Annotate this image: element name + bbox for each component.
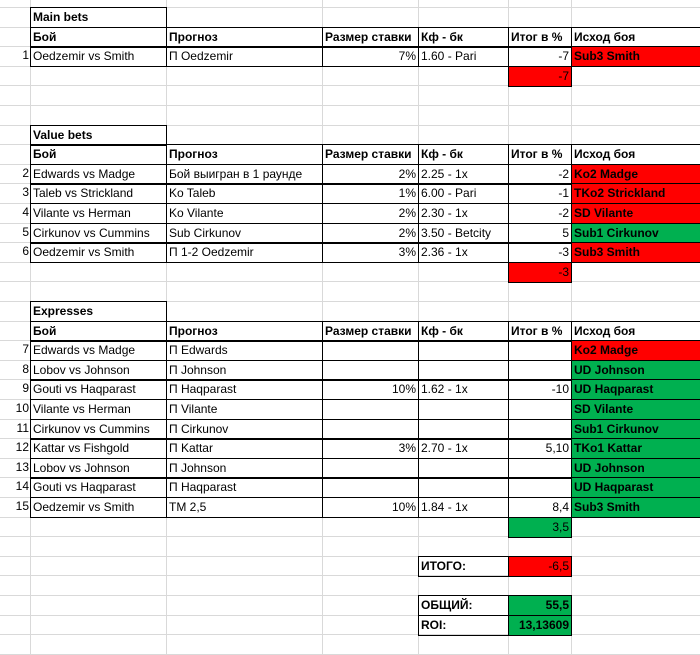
row-number[interactable]: 13 bbox=[15, 460, 29, 474]
fight-cell[interactable]: Taleb vs Strickland bbox=[30, 183, 167, 204]
stake-cell[interactable]: 10% bbox=[322, 497, 419, 518]
fight-cell[interactable]: Oedzemir vs Smith bbox=[30, 242, 167, 263]
itog-cell[interactable]: -10 bbox=[508, 379, 572, 400]
fight-cell[interactable]: Gouti vs Haqparast bbox=[30, 379, 167, 400]
column-header[interactable]: Бой bbox=[30, 144, 167, 165]
roi-value[interactable]: 13,13609 bbox=[508, 615, 572, 636]
outcome-cell[interactable]: Sub1 Cirkunov bbox=[571, 419, 700, 440]
prognoz-cell[interactable]: П 1-2 Oedzemir bbox=[166, 242, 323, 263]
column-header[interactable]: Размер ставки bbox=[322, 27, 419, 48]
prognoz-cell[interactable]: Ko Vilante bbox=[166, 203, 323, 224]
column-header[interactable]: Бой bbox=[30, 27, 167, 48]
outcome-cell[interactable]: Ko2 Madge bbox=[571, 164, 700, 185]
gridline-h bbox=[0, 105, 700, 106]
prognoz-cell[interactable]: П Haqparast bbox=[166, 379, 323, 400]
outcome-cell[interactable]: Sub3 Smith bbox=[571, 242, 700, 263]
stake-cell[interactable]: 3% bbox=[322, 242, 419, 263]
prognoz-cell[interactable]: ТМ 2,5 bbox=[166, 497, 323, 518]
row-number[interactable]: 8 bbox=[22, 362, 29, 376]
prognoz-cell[interactable]: Ko Taleb bbox=[166, 183, 323, 204]
stake-cell[interactable]: 7% bbox=[322, 46, 419, 67]
prognoz-cell[interactable]: Sub Cirkunov bbox=[166, 223, 323, 244]
prognoz-cell[interactable]: П Oedzemir bbox=[166, 46, 323, 67]
fight-cell[interactable]: Oedzemir vs Smith bbox=[30, 497, 167, 518]
itog-cell[interactable] bbox=[508, 419, 572, 440]
kf-cell[interactable]: 1.60 - Pari bbox=[418, 46, 509, 67]
itogo-value[interactable]: -6,5 bbox=[508, 556, 572, 577]
row-number[interactable]: 5 bbox=[22, 225, 29, 239]
outcome-cell[interactable]: UD Haqparast bbox=[571, 379, 700, 400]
column-header[interactable]: Кф - бк bbox=[418, 27, 509, 48]
main-bets-title[interactable]: Main bets bbox=[30, 7, 167, 28]
prognoz-cell[interactable]: П Edwards bbox=[166, 340, 323, 361]
column-header[interactable]: Исход боя bbox=[571, 144, 700, 165]
outcome-cell[interactable]: SD Vilante bbox=[571, 203, 700, 224]
itog-cell[interactable] bbox=[508, 477, 572, 498]
itog-cell[interactable]: -3 bbox=[508, 242, 572, 263]
column-header[interactable]: Размер ставки bbox=[322, 321, 419, 342]
kf-cell[interactable]: 2.30 - 1x bbox=[418, 203, 509, 224]
column-header[interactable]: Исход боя bbox=[571, 27, 700, 48]
kf-cell[interactable]: 2.25 - 1x bbox=[418, 164, 509, 185]
stake-cell[interactable]: 1% bbox=[322, 183, 419, 204]
column-header[interactable]: Итог в % bbox=[508, 27, 572, 48]
kf-cell[interactable]: 3.50 - Betcity bbox=[418, 223, 509, 244]
outcome-cell[interactable]: SD Vilante bbox=[571, 399, 700, 420]
kf-cell[interactable]: 2.36 - 1x bbox=[418, 242, 509, 263]
fight-cell[interactable]: Lobov vs Johnson bbox=[30, 458, 167, 479]
column-header[interactable]: Прогноз bbox=[166, 144, 323, 165]
itog-cell[interactable]: 5,10 bbox=[508, 438, 572, 459]
prognoz-cell[interactable]: Бой выигран в 1 раунде bbox=[166, 164, 323, 185]
obshiy-value[interactable]: 55,5 bbox=[508, 595, 572, 616]
gridline-h bbox=[0, 634, 700, 635]
prognoz-cell[interactable]: П Cirkunov bbox=[166, 419, 323, 440]
gridline-h bbox=[0, 85, 700, 86]
row-number[interactable]: 10 bbox=[15, 401, 29, 415]
stake-cell[interactable]: 2% bbox=[322, 223, 419, 244]
column-header[interactable]: Исход боя bbox=[571, 321, 700, 342]
kf-cell[interactable]: 6.00 - Pari bbox=[418, 183, 509, 204]
itog-cell[interactable]: -7 bbox=[508, 46, 572, 67]
fight-cell[interactable]: Cirkunov vs Cummins bbox=[30, 223, 167, 244]
outcome-cell[interactable]: Sub3 Smith bbox=[571, 497, 700, 518]
itog-cell[interactable]: 5 bbox=[508, 223, 572, 244]
itog-cell[interactable]: -1 bbox=[508, 183, 572, 204]
row-number[interactable]: 1 bbox=[22, 48, 29, 62]
value-bets-title[interactable]: Value bets bbox=[30, 125, 167, 146]
outcome-cell[interactable]: UD Johnson bbox=[571, 458, 700, 479]
kf-cell[interactable] bbox=[418, 340, 509, 361]
fight-cell[interactable]: Vilante vs Herman bbox=[30, 203, 167, 224]
stake-cell[interactable] bbox=[322, 399, 419, 420]
outcome-cell[interactable]: UD Haqparast bbox=[571, 477, 700, 498]
row-number[interactable]: 7 bbox=[22, 342, 29, 356]
row-number[interactable]: 4 bbox=[22, 205, 29, 219]
column-header[interactable]: Прогноз bbox=[166, 321, 323, 342]
gridline-h bbox=[0, 281, 700, 282]
gridline-h bbox=[0, 615, 700, 616]
gridline-h bbox=[0, 575, 700, 576]
fight-cell[interactable]: Oedzemir vs Smith bbox=[30, 46, 167, 67]
kf-cell[interactable] bbox=[418, 399, 509, 420]
stake-cell[interactable]: 2% bbox=[322, 203, 419, 224]
row-number[interactable]: 2 bbox=[22, 166, 29, 180]
kf-cell[interactable] bbox=[418, 360, 509, 381]
prognoz-cell[interactable]: П Haqparast bbox=[166, 477, 323, 498]
fight-cell[interactable]: Lobov vs Johnson bbox=[30, 360, 167, 381]
gridline-h bbox=[0, 595, 700, 596]
stake-cell[interactable] bbox=[322, 360, 419, 381]
section-total[interactable]: -7 bbox=[508, 66, 572, 87]
fight-cell[interactable]: Edwards vs Madge bbox=[30, 164, 167, 185]
column-header[interactable]: Кф - бк bbox=[418, 321, 509, 342]
section-total[interactable]: -3 bbox=[508, 262, 572, 283]
obshiy-label[interactable]: ОБЩИЙ: bbox=[418, 595, 509, 616]
stake-cell[interactable]: 2% bbox=[322, 164, 419, 185]
kf-cell[interactable]: 2.70 - 1x bbox=[418, 438, 509, 459]
fight-cell[interactable]: Vilante vs Herman bbox=[30, 399, 167, 420]
prognoz-cell[interactable]: П Kattar bbox=[166, 438, 323, 459]
column-header[interactable]: Кф - бк bbox=[418, 144, 509, 165]
column-header[interactable]: Итог в % bbox=[508, 321, 572, 342]
column-header[interactable]: Итог в % bbox=[508, 144, 572, 165]
stake-cell[interactable]: 10% bbox=[322, 379, 419, 400]
itog-cell[interactable] bbox=[508, 458, 572, 479]
row-number[interactable]: 3 bbox=[22, 185, 29, 199]
fight-cell[interactable]: Gouti vs Haqparast bbox=[30, 477, 167, 498]
outcome-cell[interactable]: Ko2 Madge bbox=[571, 340, 700, 361]
outcome-cell[interactable]: UD Johnson bbox=[571, 360, 700, 381]
fight-cell[interactable]: Cirkunov vs Cummins bbox=[30, 419, 167, 440]
fight-cell[interactable]: Edwards vs Madge bbox=[30, 340, 167, 361]
fight-cell[interactable]: Kattar vs Fishgold bbox=[30, 438, 167, 459]
expresses-title[interactable]: Expresses bbox=[30, 301, 167, 322]
roi-label[interactable]: ROI: bbox=[418, 615, 509, 636]
itog-cell[interactable] bbox=[508, 360, 572, 381]
outcome-cell[interactable]: TKo2 Strickland bbox=[571, 183, 700, 204]
outcome-cell[interactable]: Sub1 Cirkunov bbox=[571, 223, 700, 244]
gridline-h bbox=[0, 536, 700, 537]
outcome-cell[interactable]: TKo1 Kattar bbox=[571, 438, 700, 459]
prognoz-cell[interactable]: П Johnson bbox=[166, 360, 323, 381]
stake-cell[interactable] bbox=[322, 477, 419, 498]
stake-cell[interactable]: 3% bbox=[322, 438, 419, 459]
section-total[interactable]: 3,5 bbox=[508, 517, 572, 538]
kf-cell[interactable] bbox=[418, 419, 509, 440]
stake-cell[interactable] bbox=[322, 458, 419, 479]
prognoz-cell[interactable]: П Johnson bbox=[166, 458, 323, 479]
row-number[interactable]: 9 bbox=[22, 381, 29, 395]
itog-cell[interactable] bbox=[508, 399, 572, 420]
row-number[interactable]: 15 bbox=[15, 499, 29, 513]
row-number[interactable]: 14 bbox=[15, 479, 29, 493]
itog-cell[interactable]: 8,4 bbox=[508, 497, 572, 518]
itog-cell[interactable] bbox=[508, 340, 572, 361]
gridline-h bbox=[0, 556, 700, 557]
itogo-label[interactable]: ИТОГО: bbox=[418, 556, 509, 577]
itog-cell[interactable]: -2 bbox=[508, 203, 572, 224]
row-number[interactable]: 11 bbox=[16, 421, 29, 435]
kf-cell[interactable] bbox=[418, 458, 509, 479]
outcome-cell[interactable]: Sub3 Smith bbox=[571, 46, 700, 67]
column-header[interactable]: Размер ставки bbox=[322, 144, 419, 165]
column-header[interactable]: Прогноз bbox=[166, 27, 323, 48]
stake-cell[interactable] bbox=[322, 419, 419, 440]
column-header[interactable]: Бой bbox=[30, 321, 167, 342]
kf-cell[interactable]: 1.84 - 1x bbox=[418, 497, 509, 518]
row-number[interactable]: 6 bbox=[22, 244, 29, 258]
prognoz-cell[interactable]: П Vilante bbox=[166, 399, 323, 420]
row-number[interactable]: 12 bbox=[15, 440, 29, 454]
stake-cell[interactable] bbox=[322, 340, 419, 361]
kf-cell[interactable]: 1.62 - 1x bbox=[418, 379, 509, 400]
kf-cell[interactable] bbox=[418, 477, 509, 498]
itog-cell[interactable]: -2 bbox=[508, 164, 572, 185]
